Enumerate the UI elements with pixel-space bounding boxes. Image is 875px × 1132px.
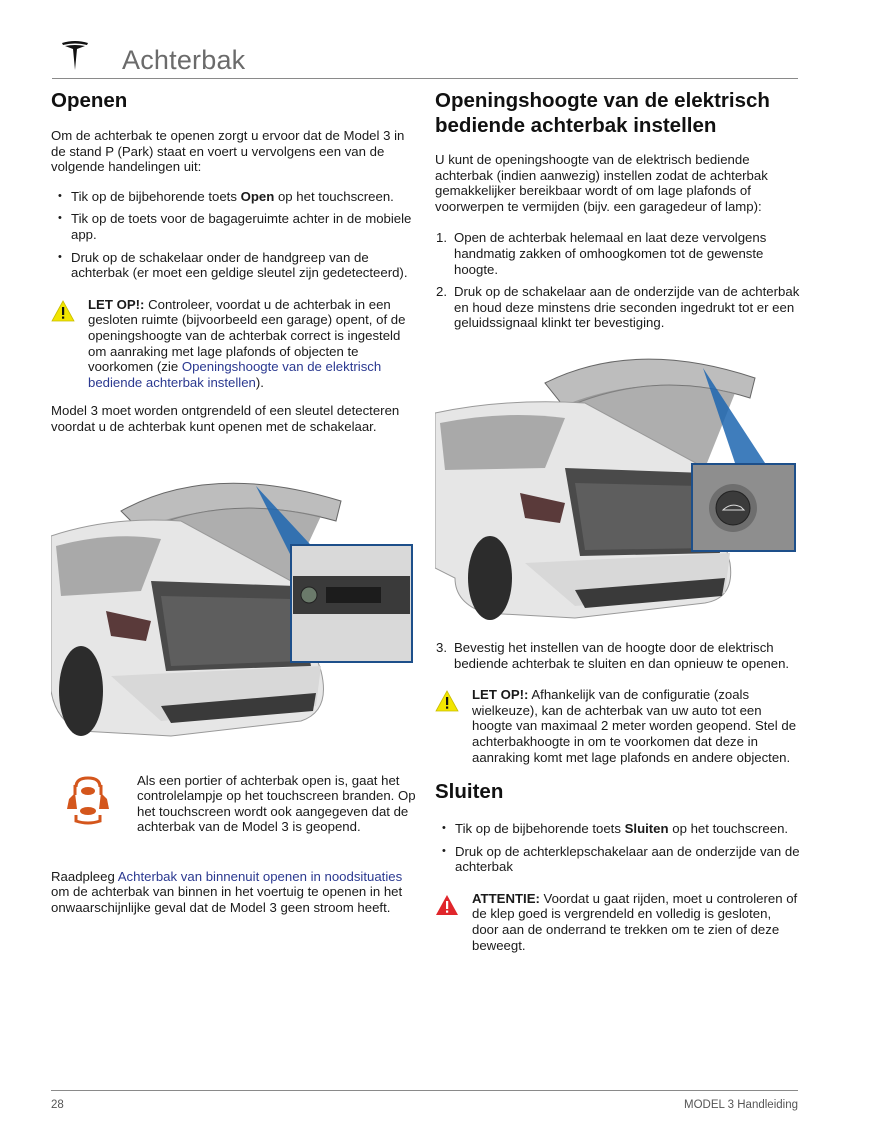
page-title: Achterbak [122, 45, 246, 75]
list-item: • Tik op de toets voor de bagageruimte achter in de mobiele app. [71, 211, 416, 242]
page-number: 28 [51, 1099, 64, 1111]
openen-intro: Om de achterbak te openen zorgt u ervoor dat de Model 3 in de stand P (Park) staat en voert u vervolgens een van de volgende handelingen uit: [51, 128, 405, 175]
caution-triangle-icon [51, 300, 75, 322]
section-heading-openen: Openen [51, 89, 128, 112]
list-item: • Druk op de achterklepschakelaar aan de onderzijde van de achterbak [455, 844, 800, 875]
left-column [51, 88, 416, 916]
car-trunk-illustration [51, 461, 413, 743]
caution-triangle-icon [435, 690, 459, 712]
link-noodsituaties[interactable]: Achterbak van binnenuit openen in noodsituaties [117, 868, 403, 884]
door-trunk-open-indicator-icon [63, 775, 113, 827]
openingshoogte-intro: U kunt de openingshoogte van de elektrisch bediende achterbak (indien aanwezig) instellen zodat de achterbak gemakkelijker bereikbaar wordt of om lage plafonds of voorwerpen te vermijden (bijv. een garagedeur of lamp): [435, 152, 768, 214]
trunk-exterior-switch-figure [51, 461, 413, 743]
list-item: • Tik op de bijbehorende toets Sluiten op het touchscreen. [455, 821, 800, 837]
openingshoogte-steps-continued [435, 640, 800, 671]
caution-notice: LET OP!: Afhankelijk van de configuratie (zoals wielkeuze), kan de achterbak van uw auto tot een hoogte van maximaal 2 meter worden geopend. Stel de achterbakhoogte in om te voorkomen dat deze in aanraking komt met lage plafonds en andere objecten. [435, 687, 800, 765]
page-footer [51, 1090, 798, 1111]
caution-notice: LET OP!: Controleer, voordat u de achterbak in een gesloten ruimte (bijvoorbeeld een garage) opent, of de openingshoogte van de achterbak correct is ingesteld om aanraking met lage plafonds of objecten te voorkomen (zie Openingshoogte van de elektrisch bediende achterbak instellen). [51, 297, 416, 391]
list-item: • Tik op de bijbehorende toets Open op het touchscreen. [71, 189, 416, 205]
link-openingshoogte[interactable]: Openingshoogte van de elektrisch bediende achterbak instellen [88, 359, 382, 390]
indicator-text: Als een portier of achterbak open is, gaat het controlelampje op het touchscreen branden. Op het touchscreen wordt ook aangegeven dat de achterbak van de Model 3 is geopend. [137, 772, 416, 835]
door-open-indicator-note [51, 773, 416, 835]
page-header [52, 36, 798, 79]
section-heading-openingshoogte: Openingshoogte van de elektrisch bediende achterbak instellen [435, 89, 770, 137]
warning-triangle-icon [435, 894, 459, 916]
list-item: • Druk op de schakelaar onder de handgreep van de achterbak (er moet een geldige sleutel zijn gedetecteerd). [71, 250, 416, 281]
sluiten-bullet-list [435, 821, 800, 875]
list-item: 2. Druk op de schakelaar aan de onderzijde van de achterbak en houd deze minstens drie seconden ingedrukt tot er een geluidssignaal klinkt ter bevestiging. [436, 284, 800, 331]
list-item: 1. Open de achterbak helemaal en laat deze vervolgens handmatig zakken of omhoogkomen tot de gewenste hoogte. [436, 230, 767, 277]
warning-notice: ATTENTIE: Voordat u gaat rijden, moet u controleren of de klep goed is vergrendeld en volledig is gesloten, door aan de onderrand te trekken om te zien of deze beweegt. [435, 891, 800, 953]
right-column [435, 88, 800, 953]
openingshoogte-steps [435, 230, 800, 331]
tesla-logo-icon [60, 40, 90, 72]
list-item: 3. Bevestig het instellen van de hoogte door de elektrisch bediende achterbak te sluiten en dan opnieuw te openen. [436, 639, 790, 671]
trunk-close-button-figure [435, 338, 797, 628]
section-heading-sluiten: Sluiten [435, 780, 504, 804]
car-trunk-illustration [435, 338, 797, 628]
emergency-refer-note: Raadpleeg Achterbak van binnenuit openen in noodsituaties om de achterbak van binnen in het voertuig te openen in het onwaarschijnlijke geval dat de Model 3 geen stroom heeft. [51, 868, 403, 916]
unlock-note: Model 3 moet worden ontgrendeld of een sleutel detecteren voordat u de achterbak kunt openen met de schakelaar. [51, 403, 400, 434]
document-name: MODEL 3 Handleiding [684, 1099, 798, 1111]
openen-bullet-list [51, 189, 416, 281]
